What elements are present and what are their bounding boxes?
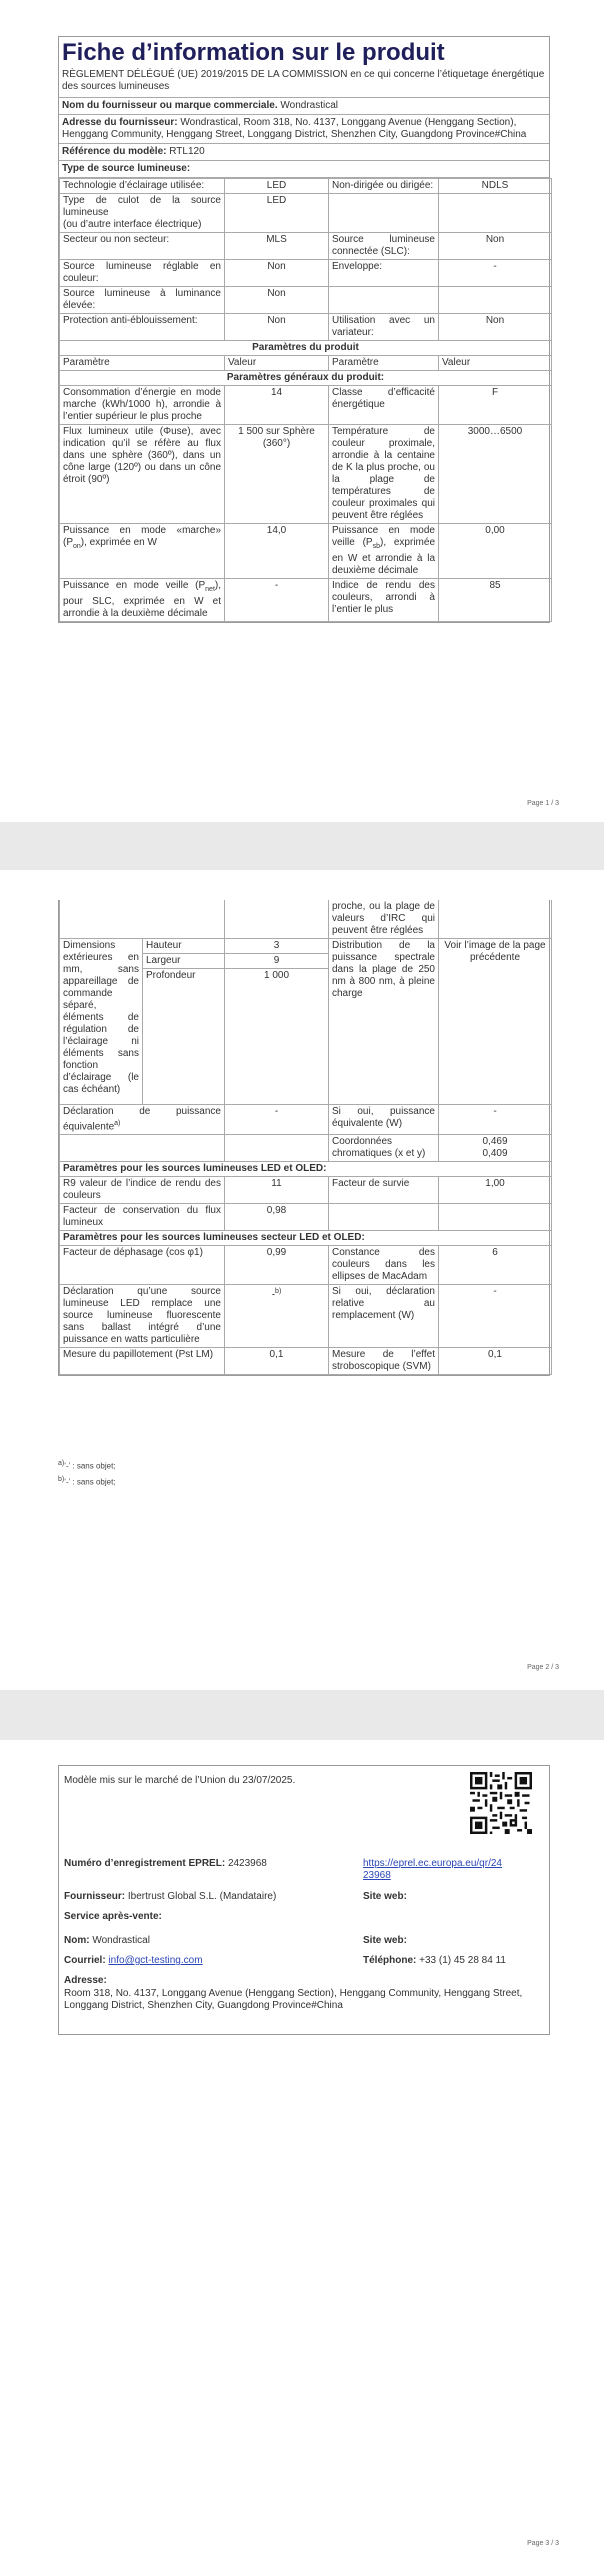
dimmable-label: Utilisation avec un variateur: [329, 314, 439, 341]
after-sales-header: Service après-vente: [64, 1911, 162, 1922]
color-consistency-value: 6 [439, 1246, 552, 1285]
empty-cell [225, 900, 329, 939]
empty-cell [439, 287, 552, 314]
width-label: Largeur [143, 954, 225, 969]
on-power-text-a: Puissance en mode «marche» (P [63, 525, 221, 548]
chromaticity-label: Coordonnées chromatiques (x et y) [329, 1135, 439, 1162]
mains-value: MLS [225, 233, 329, 260]
col-header-value-2: Valeur [439, 356, 552, 371]
general-params-header: Paramètres généraux du produit: [60, 371, 552, 386]
dimensions-label: Dimensions extérieures en mm, sans appareillage de commande séparé, éléments de régulation de l’éclairage ni éléments sans fonction d’éclairage (le cas échéant) [60, 939, 143, 1105]
luminous-flux-label: Flux lumineux utile (Φuse), avec indication qu’il se réfère au flux dans une sphère (360º), dans un cône large (120º) ou dans un cône étroit (90º) [60, 425, 225, 524]
depth-label: Profondeur [143, 969, 225, 1105]
col-header-value: Valeur [225, 356, 329, 371]
r9-value: 11 [225, 1177, 329, 1204]
fluorescent-replacement-label: Déclaration qu’une source lumineuse LED remplace une source lumineuse fluorescente sans ballast intégré d’une puissance en watts particulière [60, 1285, 225, 1348]
lumen-maintenance-label: Facteur de conservation du flux lumineux [60, 1204, 225, 1231]
product-info-sheet [58, 36, 550, 623]
table-row [60, 1177, 552, 1204]
net-text-a: Puissance en mode veille (P [63, 580, 206, 591]
cap-type-text: Type de culot de la source lumineuse [63, 195, 221, 218]
cri-label: Indice de rendu des couleurs, arrondi à l’entier le plus [329, 579, 439, 622]
fluorescent-replacement-value [225, 1285, 329, 1348]
on-mode-power-value: 14,0 [225, 524, 329, 579]
eprel-link[interactable] [363, 1858, 502, 1881]
lumen-maintenance-value: 0,98 [225, 1204, 329, 1231]
empty-cell [60, 900, 225, 939]
table-row [60, 1231, 552, 1246]
on-mode-power-label [60, 524, 225, 579]
params-continued [58, 900, 550, 1376]
stroboscopic-value: 0,1 [439, 1348, 552, 1375]
standby-power-label [329, 524, 439, 579]
page-title: Fiche d’information sur le produit [62, 39, 445, 66]
table-row [60, 524, 552, 579]
eprel-label: Numéro d’enregistrement EPREL: [64, 1858, 226, 1869]
page-number: Page 3 / 3 [527, 2540, 559, 2547]
anti-glare-value: Non [225, 314, 329, 341]
equivalent-power-w-value: - [439, 1105, 552, 1135]
table-row [60, 1348, 552, 1375]
table-row [60, 341, 552, 356]
supplier-value: Ibertrust Global S.L. (Mandataire) [127, 1891, 277, 1902]
led-params-header: Paramètres pour les sources lumineuses LED et OLED: [60, 1162, 552, 1177]
envelope-value: - [439, 260, 552, 287]
page-number: Page 2 / 3 [527, 1664, 559, 1671]
networked-standby-value: - [225, 579, 329, 622]
page-1 [0, 0, 604, 822]
footnote-b [58, 1476, 116, 1487]
eprel-link-row [363, 1858, 543, 1882]
source-type-header: Type de source lumineuse: [59, 161, 549, 178]
replacement-claim-value: - [439, 1285, 552, 1348]
spectral-distribution-label: Distribution de la puissance spectrale dans la plage de 250 nm à 800 nm, à pleine charge [329, 939, 439, 1105]
flicker-value: 0,1 [225, 1348, 329, 1375]
color-consistency-label: Constance des couleurs dans les ellipses de MacAdam [329, 1246, 439, 1285]
empty-cell [329, 1204, 439, 1231]
chroma-y: 0,409 [482, 1148, 508, 1160]
cri-value: 85 [439, 579, 552, 622]
empty-cell [439, 194, 552, 233]
supplier-label: Nom du fournisseur ou marque commerciale. [62, 100, 278, 111]
eprel-link-text-b: 23968 [363, 1870, 391, 1881]
anti-glare-label: Protection anti-éblouissement: [60, 314, 225, 341]
equivalent-power-value: - [225, 1105, 329, 1135]
regulation-text: RÈGLEMENT DÉLÉGUÉ (UE) 2019/2015 DE LA COMMISSION en ce qui concerne l’étiquetage énergétique des sources lumineuses [62, 69, 545, 92]
sb-sub: sb [372, 543, 380, 550]
footnote-ref-b: b) [275, 1288, 282, 1296]
sb-text-a: Puissance en mode veille (P [332, 525, 435, 548]
table-row [60, 233, 552, 260]
address-value: Room 318, No. 4137, Longgang Avenue (Henggang Section), Henggang Community, Henggang Street, Longgang District, Shenzhen City, Guangdong Province#China [64, 1988, 523, 2011]
model-row [59, 144, 549, 161]
height-label: Hauteur [143, 939, 225, 954]
email-label: Courriel: [64, 1955, 106, 1966]
cap-type-text-b: (ou d’autre interface électrique) [63, 219, 202, 230]
sb-text-b: ), exprimée en W et arrondie à la deuxième décimale [332, 537, 435, 576]
supplier-label: Fournisseur: [64, 1891, 126, 1902]
phone-label: Téléphone: [363, 1955, 417, 1966]
supplier-row [64, 1891, 276, 1903]
stroboscopic-label: Mesure de l’effet stroboscopique (SVM) [329, 1348, 439, 1375]
name-row [64, 1935, 150, 1947]
footnote-b-mark: b) [58, 1476, 65, 1483]
name-label: Nom: [64, 1935, 90, 1946]
model-label: Référence du modèle: [62, 146, 167, 157]
table-row [60, 900, 552, 939]
table-row [60, 356, 552, 371]
table-row [60, 579, 552, 622]
energy-class-label: Classe d’efficacité énergétique [329, 386, 439, 425]
cap-type-value: LED [225, 194, 329, 233]
empty-cell [439, 1204, 552, 1231]
color-tunable-value: Non [225, 260, 329, 287]
consumption-label: Consommation d’énergie en mode marche (kWh/1000 h), arrondie à l’entier supérieur le plus proche [60, 386, 225, 425]
empty-cell [329, 287, 439, 314]
empty-cell [60, 1135, 225, 1162]
net-text-b: ), pour SLC, exprimée en W et arrondie à la deuxième décimale [63, 580, 221, 619]
table-row [60, 1204, 552, 1231]
address-label: Adresse: [64, 1975, 107, 1986]
table-row [60, 194, 552, 233]
table-row [60, 939, 552, 954]
table-row [60, 1135, 552, 1162]
supplier-value: Wondrastical [280, 100, 339, 111]
high-luminance-label: Source lumineuse à luminance élevée: [60, 287, 225, 314]
lighting-technology-value: LED [225, 179, 329, 194]
cap-type-label [60, 194, 225, 233]
displacement-factor-value: 0,99 [225, 1246, 329, 1285]
name-value: Wondrastical [92, 1935, 150, 1946]
connected-value: Non [439, 233, 552, 260]
footnote-ref-a: a) [114, 1120, 121, 1127]
width-value: 9 [225, 954, 329, 969]
table-row [60, 1162, 552, 1177]
table-row [60, 1105, 552, 1135]
height-value: 3 [225, 939, 329, 954]
table-row [60, 314, 552, 341]
flicker-label: Mesure du papillotement (Pst LM) [60, 1348, 225, 1375]
replacement-value-text: - [271, 1289, 276, 1301]
email-row [64, 1955, 203, 1967]
mains-led-params-header: Paramètres pour les sources lumineuses secteur LED et OLED: [60, 1231, 552, 1246]
email-link[interactable]: info@gct-testing.com [108, 1955, 203, 1966]
col-header-param-2: Paramètre [329, 356, 439, 371]
cct-value: 3000…6500 [439, 425, 552, 524]
connected-label: Source lumineuse connectée (SLC): [329, 233, 439, 260]
directional-value: NDLS [439, 179, 552, 194]
product-params-header: Paramètres du produit [60, 341, 552, 356]
survival-factor-label: Facteur de survie [329, 1177, 439, 1204]
r9-label: R9 valeur de l’indice de rendu des couleurs [60, 1177, 225, 1204]
chroma-x: 0,469 [482, 1136, 508, 1148]
cri-label-continued: proche, ou la plage de valeurs d’IRC qui peuvent être réglées [329, 900, 439, 939]
directional-label: Non-dirigée ou dirigée: [329, 179, 439, 194]
luminous-flux-value: 1 500 sur Sphère (360°) [225, 425, 329, 524]
table-row [60, 386, 552, 425]
footnote-a-mark: a) [58, 1460, 65, 1467]
table-row [60, 425, 552, 524]
footnote-a-text: ‘-’ : sans objet; [64, 1461, 116, 1471]
high-luminance-value: Non [225, 287, 329, 314]
eprel-row [64, 1858, 267, 1870]
address-label: Adresse du fournisseur: [62, 117, 178, 128]
empty-cell [439, 900, 552, 939]
eprel-link-text-a: https://eprel.ec.europa.eu/qr/24 [363, 1858, 502, 1869]
qr-code-icon[interactable] [470, 1772, 532, 1834]
phone-row [363, 1955, 506, 1967]
page-3 [0, 1740, 604, 2560]
on-power-text-b: ), exprimée en W [80, 537, 157, 548]
equivalent-power-label [60, 1105, 225, 1135]
website-label: Site web: [363, 1891, 407, 1902]
replacement-claim-label: Si oui, déclaration relative au remplacement (W) [329, 1285, 439, 1348]
market-info-box [58, 1765, 550, 2035]
equivalent-power-w-label: Si oui, puissance équivalente (W) [329, 1105, 439, 1135]
source-type-table [59, 178, 552, 622]
page-number: Page 1 / 3 [527, 800, 559, 807]
cct-label: Température de couleur proximale, arrondie à la centaine de K la plus proche, ou la plage de températures de couleur proximales qui peuvent être réglées [329, 425, 439, 524]
model-value: RTL120 [169, 146, 205, 157]
table-row [60, 287, 552, 314]
on-power-sub: on [73, 543, 81, 550]
market-date-text: Modèle mis sur le marché de l’Union du 23/07/2025. [64, 1775, 296, 1786]
eprel-value: 2423968 [227, 1858, 267, 1869]
networked-standby-label [60, 579, 225, 622]
params-table-continued [59, 900, 552, 1375]
page-2 [0, 870, 604, 1690]
footnote-b-text: ‘-’ : sans objet; [64, 1477, 116, 1487]
net-sub: net [205, 586, 215, 593]
envelope-label: Enveloppe: [329, 260, 439, 287]
survival-factor-value: 1,00 [439, 1177, 552, 1204]
website-label-2: Site web: [363, 1935, 407, 1946]
spectral-distribution-value: Voir l’image de la page précédente [439, 939, 552, 1105]
table-row [60, 371, 552, 386]
table-row [60, 179, 552, 194]
empty-cell [329, 194, 439, 233]
equivalent-power-text: Déclaration de puissance équivalente [63, 1106, 221, 1133]
consumption-value: 14 [225, 386, 329, 425]
color-tunable-label: Source lumineuse réglable en couleur: [60, 260, 225, 287]
standby-power-value: 0,00 [439, 524, 552, 579]
table-row [60, 1246, 552, 1285]
displacement-factor-label: Facteur de déphasage (cos φ1) [60, 1246, 225, 1285]
empty-cell [225, 1135, 329, 1162]
phone-value: +33 (1) 45 28 84 11 [419, 1955, 506, 1966]
dimmable-value: Non [439, 314, 552, 341]
chromaticity-value [439, 1135, 552, 1162]
address-value: Wondrastical, Room 318, No. 4137, Longgang Avenue (Henggang Section), Henggang Community, Henggang Street, Longgang District, Shenzhen City, Guangdong Province#China [62, 117, 527, 140]
lighting-technology-label: Technologie d’éclairage utilisée: [60, 179, 225, 194]
mains-label: Secteur ou non secteur: [60, 233, 225, 260]
table-row [60, 1285, 552, 1348]
energy-class-value: F [439, 386, 552, 425]
footnote-a [58, 1460, 116, 1471]
depth-value: 1 000 [225, 969, 329, 1105]
address-row [59, 115, 549, 144]
supplier-row [59, 97, 549, 115]
col-header-param: Paramètre [60, 356, 225, 371]
table-row [60, 260, 552, 287]
